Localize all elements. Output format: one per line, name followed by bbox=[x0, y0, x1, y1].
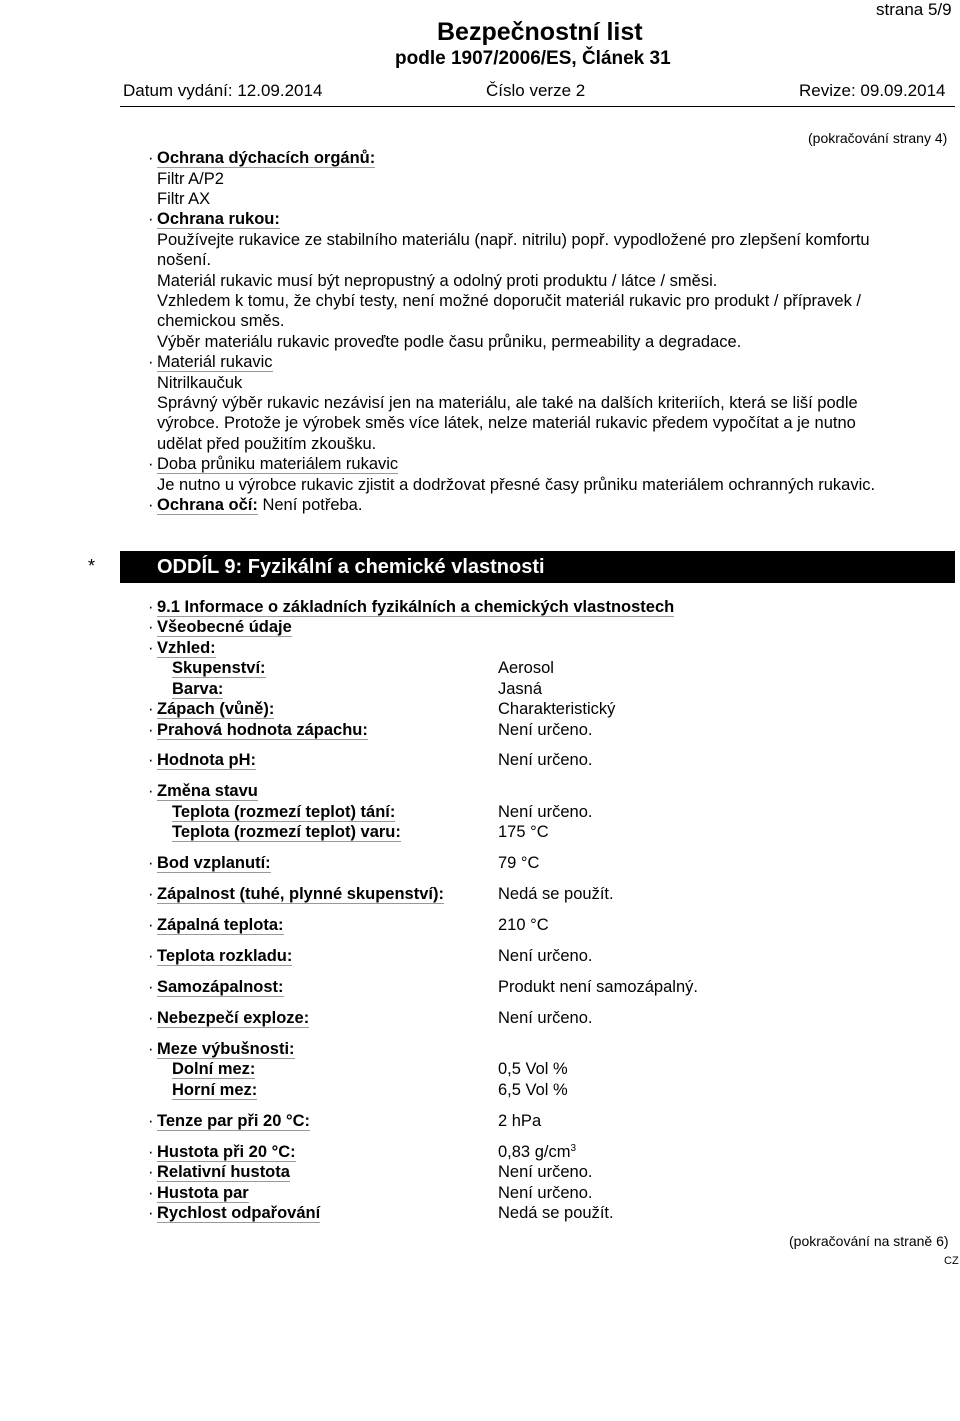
bullet: · bbox=[148, 854, 154, 872]
issue-date: Datum vydání: 12.09.2014 bbox=[123, 81, 323, 100]
text-line: Materiál rukavic musí být nepropustný a odolný proti produktu / látce / směsi. bbox=[157, 272, 718, 290]
self-ignition-value: Produkt není samozápalný. bbox=[498, 978, 698, 996]
odour-label: Zápach (vůně): bbox=[157, 700, 275, 718]
bullet: · bbox=[148, 916, 154, 934]
bullet: · bbox=[148, 1009, 154, 1027]
bullet: · bbox=[148, 751, 154, 769]
evaporation-rate-value: Nedá se použít. bbox=[498, 1204, 614, 1222]
ignition-temp-value: 210 °C bbox=[498, 916, 549, 934]
odour-threshold-value: Není určeno. bbox=[498, 721, 593, 739]
odour-value: Charakteristický bbox=[498, 700, 616, 718]
flammability-label: Zápalnost (tuhé, plynné skupenství): bbox=[157, 885, 444, 903]
general-info-label: Všeobecné údaje bbox=[157, 618, 292, 636]
text-line: Používejte rukavice ze stabilního materiálu (např. nitrilu) popř. vypodložené pro zlepšení komfortu bbox=[157, 231, 870, 249]
text-line: výrobce. Protože je výrobek směs více látek, nelze materiál rukavic předem vypočítat a je nutno bbox=[157, 414, 856, 432]
density-value bbox=[498, 1142, 576, 1162]
colour-label: Barva: bbox=[172, 680, 224, 698]
document-title: Bezpečnostní list bbox=[437, 18, 643, 46]
bullet: · bbox=[148, 1143, 154, 1161]
page-number: strana 5/9 bbox=[876, 0, 952, 19]
text-line: Filtr A/P2 bbox=[157, 170, 224, 188]
bullet: · bbox=[148, 618, 154, 636]
bullet: · bbox=[148, 947, 154, 965]
bullet: · bbox=[148, 885, 154, 903]
document-subtitle: podle 1907/2006/ES, Článek 31 bbox=[395, 48, 671, 69]
odour-threshold-label: Prahová hodnota zápachu: bbox=[157, 721, 368, 739]
bullet: · bbox=[148, 1040, 154, 1058]
flash-point-label: Bod vzplanutí: bbox=[157, 854, 271, 872]
bullet: · bbox=[148, 639, 154, 657]
melting-point-value: Není určeno. bbox=[498, 803, 593, 821]
evaporation-rate-label: Rychlost odpařování bbox=[157, 1204, 321, 1222]
decomposition-temp-value: Není určeno. bbox=[498, 947, 593, 965]
relative-density-label: Relativní hustota bbox=[157, 1163, 290, 1181]
bullet: · bbox=[148, 721, 154, 739]
lower-limit-label: Dolní mez: bbox=[172, 1060, 256, 1078]
form-label: Skupenství: bbox=[172, 659, 266, 677]
revision-date: Revize: 09.09.2014 bbox=[799, 81, 946, 100]
bullet: · bbox=[148, 496, 154, 514]
changed-marker: * bbox=[88, 556, 96, 576]
flammability-value: Nedá se použít. bbox=[498, 885, 614, 903]
bullet: · bbox=[148, 353, 154, 371]
text-line: chemickou směs. bbox=[157, 312, 285, 330]
vapour-pressure-label: Tenze par při 20 °C: bbox=[157, 1112, 310, 1130]
text-line: Správný výběr rukavic nezávisí jen na materiálu, ale také na dalších kriteriích, která se liší podle bbox=[157, 394, 858, 412]
bullet: · bbox=[148, 782, 154, 800]
vapour-density-value: Není určeno. bbox=[498, 1184, 593, 1202]
bullet: · bbox=[148, 1184, 154, 1202]
explosion-danger-label: Nebezpečí exploze: bbox=[157, 1009, 310, 1027]
decomposition-temp-label: Teplota rozkladu: bbox=[157, 947, 293, 965]
text-line: nošení. bbox=[157, 251, 212, 269]
explosion-danger-value: Není určeno. bbox=[498, 1009, 593, 1027]
text-line: udělat před použitím zkoušku. bbox=[157, 435, 377, 453]
state-change-label: Změna stavu bbox=[157, 782, 258, 800]
relative-density-value: Není určeno. bbox=[498, 1163, 593, 1181]
eye-protection-value: Není potřeba. bbox=[257, 496, 363, 514]
bullet: · bbox=[148, 598, 154, 616]
boiling-point-label: Teplota (rozmezí teplot) varu: bbox=[172, 823, 401, 841]
ph-value: Není určeno. bbox=[498, 751, 593, 769]
hand-protection-label: Ochrana rukou: bbox=[157, 210, 280, 228]
section-title: ODDÍL 9: Fyzikální a chemické vlastnosti bbox=[157, 556, 545, 578]
respiratory-protection-label: Ochrana dýchacích orgánů: bbox=[157, 149, 376, 167]
bullet: · bbox=[148, 700, 154, 718]
continued-from: (pokračování strany 4) bbox=[808, 130, 948, 146]
self-ignition-label: Samozápalnost: bbox=[157, 978, 284, 996]
melting-point-label: Teplota (rozmezí teplot) tání: bbox=[172, 803, 396, 821]
ph-label: Hodnota pH: bbox=[157, 751, 256, 769]
vapour-pressure-value: 2 hPa bbox=[498, 1112, 542, 1130]
glove-material-label: Materiál rukavic bbox=[157, 353, 273, 371]
upper-limit-value: 6,5 Vol % bbox=[498, 1081, 568, 1099]
section-header-bar bbox=[120, 551, 955, 583]
upper-limit-label: Horní mez: bbox=[172, 1081, 258, 1099]
boiling-point-value: 175 °C bbox=[498, 823, 549, 841]
text-line: Je nutno u výrobce rukavic zjistit a dodržovat přesné časy průniku materiálem ochranných rukavic. bbox=[157, 476, 876, 494]
bullet: · bbox=[148, 455, 154, 473]
header-divider bbox=[120, 106, 955, 107]
colour-value: Jasná bbox=[498, 680, 543, 698]
text-line: Výběr materiálu rukavic proveďte podle času průniku, permeability a degradace. bbox=[157, 333, 742, 351]
language-code: CZ bbox=[944, 1255, 959, 1267]
ignition-temp-label: Zápalná teplota: bbox=[157, 916, 284, 934]
vapour-density-label: Hustota par bbox=[157, 1184, 249, 1202]
bullet: · bbox=[148, 210, 154, 228]
explosion-limits-label: Meze výbušnosti: bbox=[157, 1040, 295, 1058]
lower-limit-value: 0,5 Vol % bbox=[498, 1060, 568, 1078]
bullet: · bbox=[148, 1163, 154, 1181]
text-line: Nitrilkaučuk bbox=[157, 374, 243, 392]
eye-protection bbox=[157, 495, 362, 515]
eye-protection-label: Ochrana očí: bbox=[157, 496, 258, 514]
flash-point-value: 79 °C bbox=[498, 854, 540, 872]
appearance-label: Vzhled: bbox=[157, 639, 216, 657]
penetration-time-label: Doba průniku materiálem rukavic bbox=[157, 455, 399, 473]
density-label: Hustota při 20 °C: bbox=[157, 1143, 296, 1161]
text-line: Filtr AX bbox=[157, 190, 211, 208]
form-value: Aerosol bbox=[498, 659, 554, 677]
density-number: 0,83 g/cm bbox=[498, 1143, 571, 1161]
version-number: Číslo verze 2 bbox=[486, 81, 586, 100]
basic-info-heading: 9.1 Informace o základních fyzikálních a chemických vlastnostech bbox=[157, 598, 675, 616]
continued-to: (pokračování na straně 6) bbox=[789, 1233, 949, 1249]
bullet: · bbox=[148, 1112, 154, 1130]
text-line: Vzhledem k tomu, že chybí testy, není možné doporučit materiál rukavic pro produkt / přípravek / bbox=[157, 292, 862, 310]
bullet: · bbox=[148, 978, 154, 996]
bullet: · bbox=[148, 149, 154, 167]
density-superscript: 3 bbox=[570, 1143, 577, 1154]
bullet: · bbox=[148, 1204, 154, 1222]
